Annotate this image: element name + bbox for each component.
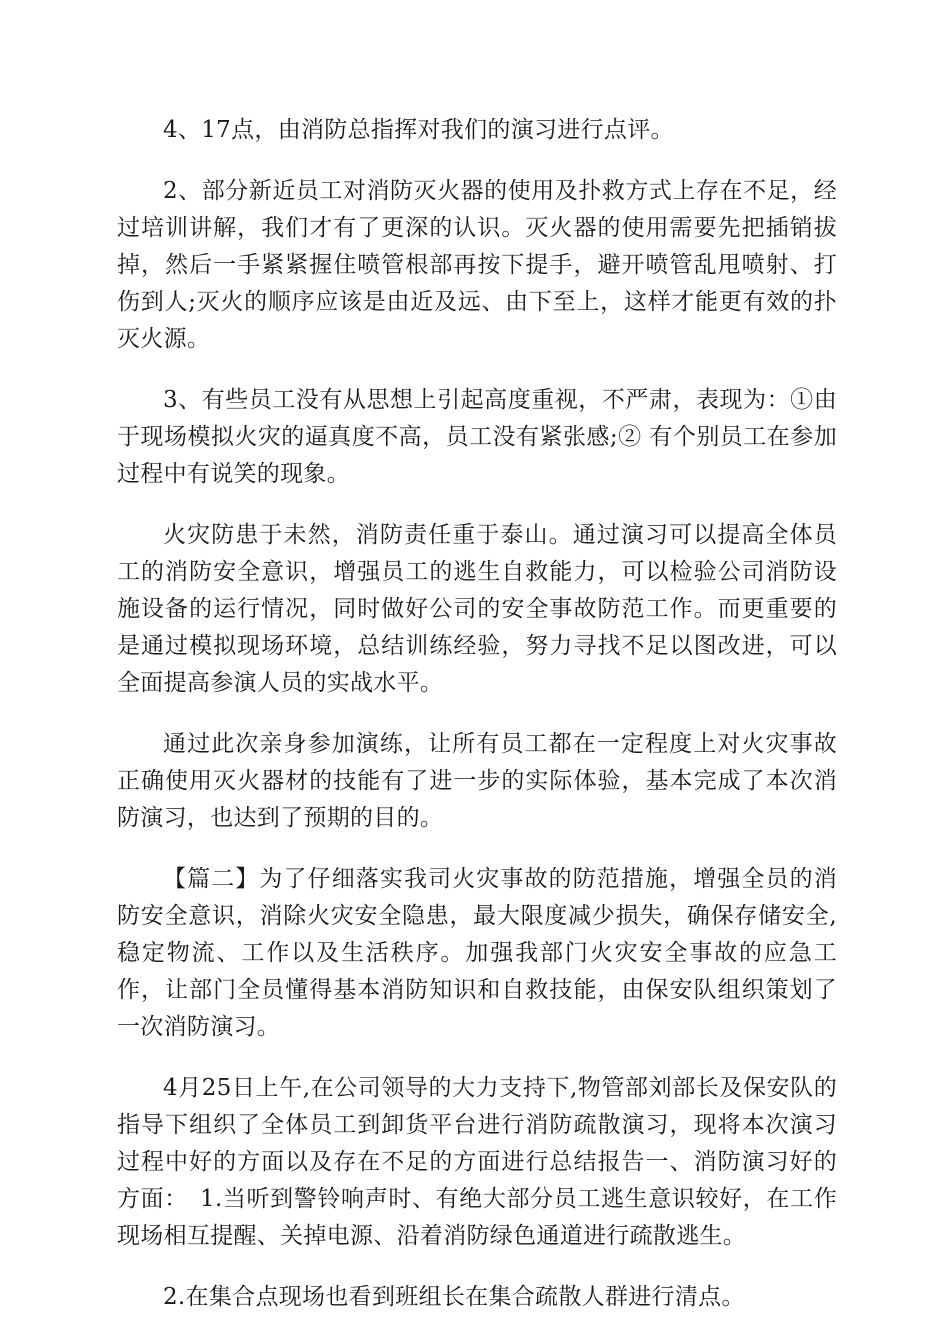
paragraph-1: 4、17点，由消防总指挥对我们的演习进行点评。 [163,117,674,143]
paragraph-7: 4月25日上午,在公司领导的大力支持下,物管部刘部长及保安队的指导下组织了全体员工到卸货平台进行消防疏散演习，现将本次演习过程中好的方面以及存在不足的方面进行总结报告一、消防演习好的方面： 1.当听到警铃响声时、有绝大部分员工逃生意识较好，在工作现场相互提醒、关掉电源、沿着消防绿色通道进行疏散逃生。 [117,1075,837,1249]
paragraph-5: 通过此次亲身参加演练，让所有员工都在一定程度上对火灾事故正确使用灭火器材的技能有了进一步的实际体验，基本完成了本次消防演习，也达到了预期的目的。 [117,731,837,831]
document-body [117,112,837,1340]
paragraph-8: 2.在集合点现场也看到班组长在集合疏散人群进行清点。 [163,1284,745,1310]
paragraph-4: 火灾防患于未然，消防责任重于泰山。通过演习可以提高全体员工的消防安全意识，增强员工的逃生自救能力，可以检验公司消防设施设备的运行情况，同时做好公司的安全事故防范工作。而更重要的是通过模拟现场环境，总结训练经验，努力寻找不足以图改进，可以全面提高参演人员的实战水平。 [117,522,837,696]
paragraph-3: 3、有些员工没有从思想上引起高度重视，不严肃，表现为：①由于现场模拟火灾的逼真度不高，员工没有紧张感;② 有个别员工在参加过程中有说笑的现象。 [117,387,837,487]
paragraph-6: 【篇二】为了仔细落实我司火灾事故的防范措施，增强全员的消防安全意识，消除火灾安全隐患，最大限度减少损失，确保存储安全,稳定物流、工作以及生活秩序。加强我部门火灾安全事故的应急工作，让部门全员懂得基本消防知识和自救技能，由保安队组织策划了一次消防演习。 [117,866,837,1040]
paragraph-2: 2、部分新近员工对消防灭火器的使用及扑救方式上存在不足，经过培训讲解，我们才有了更深的认识。灭火器的使用需要先把插销拔掉，然后一手紧紧握住喷管根部再按下提手，避开喷管乱甩喷射、打伤到人;灭火的顺序应该是由近及远、由下至上，这样才能更有效的扑灭火源。 [117,178,837,352]
